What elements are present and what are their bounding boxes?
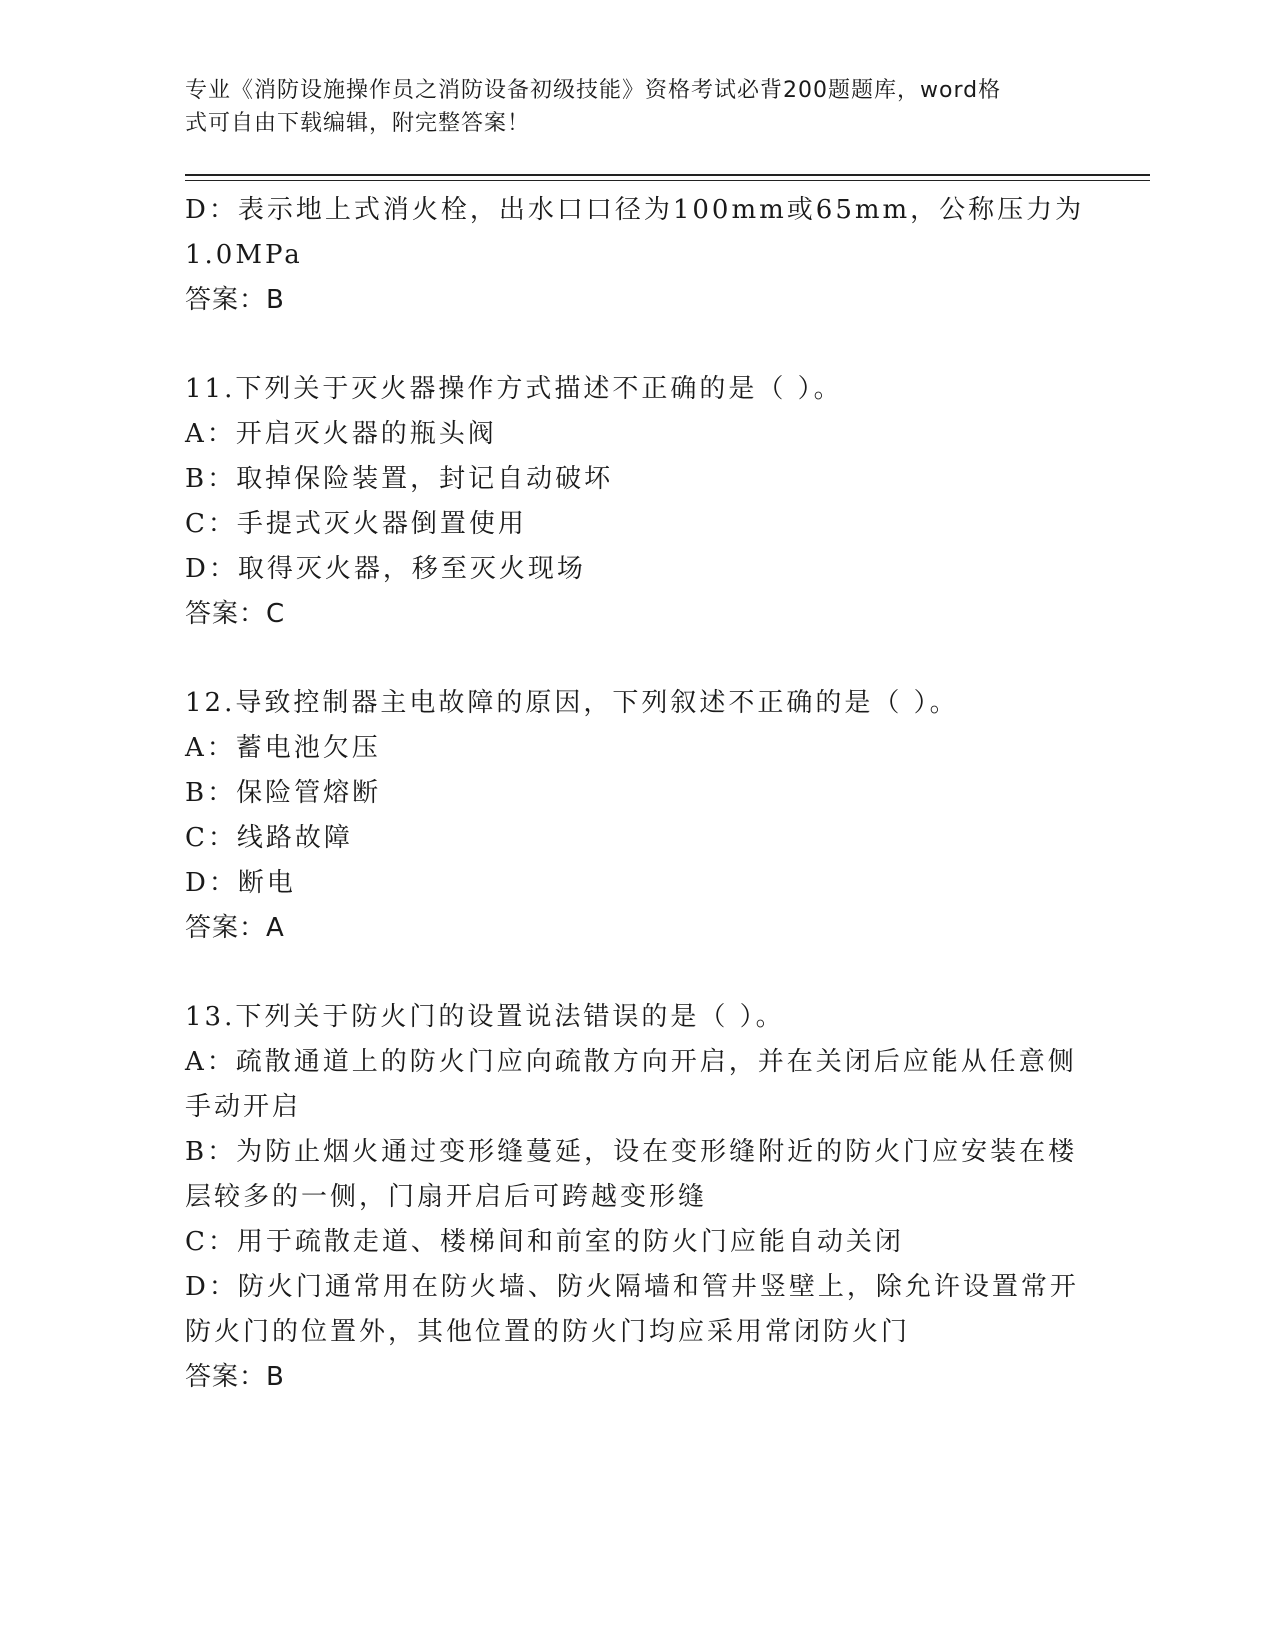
option-d: D：取得灭火器，移至灭火现场 xyxy=(185,554,586,584)
header-line-1: 专业《消防设施操作员之消防设备初级技能》资格考试必背200题题库，word格 xyxy=(185,78,1002,103)
document-body xyxy=(185,188,1085,1400)
option-c: C：手提式灭火器倒置使用 xyxy=(185,509,527,539)
question-stem: 12.导致控制器主电故障的原因，下列叙述不正确的是（ ）。 xyxy=(185,688,959,718)
option-d: D：断电 xyxy=(185,868,296,898)
option-b: B：取掉保险装置，封记自动破坏 xyxy=(185,464,614,494)
option-b-line-1: B：为防止烟火通过变形缝蔓延，设在变形缝附近的防火门应安装在楼 xyxy=(185,1137,1078,1167)
option-c: C：线路故障 xyxy=(185,823,353,853)
page-header xyxy=(185,74,1065,140)
option-a-line-2: 手动开启 xyxy=(185,1092,302,1122)
option-d-line-1: D：防火门通常用在防火墙、防火隔墙和管井竖壁上，除允许设置常开 xyxy=(185,1272,1079,1302)
answer-line: 答案：B xyxy=(185,285,285,315)
question-stem: 13.下列关于防火门的设置说法错误的是（ ）。 xyxy=(185,1002,785,1032)
option-b-line-2: 层较多的一侧，门扇开启后可跨越变形缝 xyxy=(185,1182,708,1212)
answer-line: 答案：C xyxy=(185,599,286,629)
question-stem: 11.下列关于灭火器操作方式描述不正确的是（ ）。 xyxy=(185,374,843,404)
spacer xyxy=(185,637,1085,681)
option-a: A：蓄电池欠压 xyxy=(185,733,381,763)
question-13 xyxy=(185,995,1085,1400)
option-d-line-2: 1.0MPa xyxy=(185,240,303,270)
answer-line: 答案：A xyxy=(185,913,285,943)
question-12 xyxy=(185,681,1085,951)
header-rule-thin xyxy=(185,180,1150,181)
option-b: B：保险管熔断 xyxy=(185,778,382,808)
option-d-line-1: D：表示地上式消火栓，出水口口径为100mm或65mm，公称压力为 xyxy=(185,195,1085,225)
option-a-line-1: A：疏散通道上的防火门应向疏散方向开启，并在关闭后应能从任意侧 xyxy=(185,1047,1077,1077)
answer-line: 答案：B xyxy=(185,1362,285,1392)
option-c: C：用于疏散走道、楼梯间和前室的防火门应能自动关闭 xyxy=(185,1227,904,1257)
spacer xyxy=(185,323,1085,367)
prev-question-tail xyxy=(185,188,1085,323)
spacer xyxy=(185,951,1085,995)
option-d-line-2: 防火门的位置外，其他位置的防火门均应采用常闭防火门 xyxy=(185,1317,911,1347)
option-a: A：开启灭火器的瓶头阀 xyxy=(185,419,497,449)
header-line-2: 式可自由下载编辑，附完整答案！ xyxy=(185,111,531,136)
question-11 xyxy=(185,367,1085,637)
header-rule-thick xyxy=(185,174,1150,176)
